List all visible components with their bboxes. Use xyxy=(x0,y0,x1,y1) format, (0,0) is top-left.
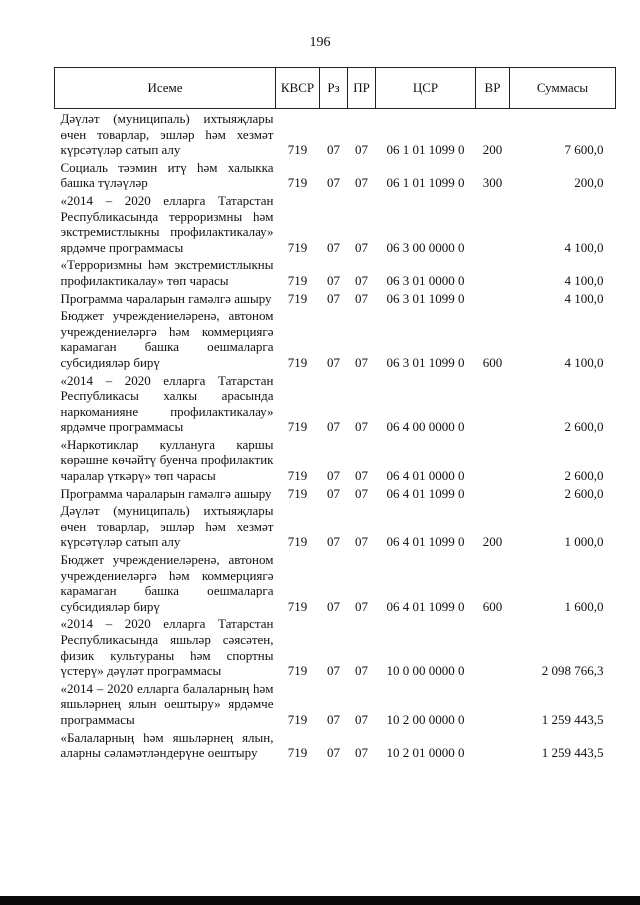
row-name: Дәүләт (муниципаль) ихтыяҗлары өчен товарлар, эшләр һәм хезмәт күрсәтүләр сатып алу xyxy=(60,111,274,158)
row-pr: 07 xyxy=(355,290,368,306)
table-row xyxy=(55,501,616,550)
row-pr: 07 xyxy=(355,485,368,501)
bottom-scan-edge xyxy=(0,896,640,905)
table-row xyxy=(55,306,616,370)
table-row xyxy=(55,484,616,502)
row-csr: 06 4 01 1099 0 xyxy=(386,598,465,614)
table-row xyxy=(55,550,616,614)
page-number: 196 xyxy=(309,35,331,50)
row-sum: 200,0 xyxy=(574,175,604,191)
row-sum: 4 100,0 xyxy=(564,272,604,288)
table-row xyxy=(55,191,616,255)
row-kvsr: 719 xyxy=(287,745,308,761)
header-vr: ВР xyxy=(476,68,510,109)
row-vr: 600 xyxy=(482,598,503,614)
row-vr xyxy=(476,679,510,728)
row-pr: 07 xyxy=(355,745,368,761)
row-name: «2014 – 2020 елларга балаларның һәм яшьләрнең ялын оештыру» ярдәмче программасы xyxy=(60,680,274,727)
row-pr: 07 xyxy=(355,598,368,614)
row-vr xyxy=(476,371,510,435)
row-rz: 07 xyxy=(327,711,340,727)
row-rz: 07 xyxy=(327,468,340,484)
header-csr: ЦСР xyxy=(376,68,476,109)
row-name: Программа чараларын гамәлгә ашыру xyxy=(60,290,272,306)
row-vr xyxy=(476,484,510,502)
row-name: «2014 – 2020 елларга Татарстан Республикасы халкы арасында наркоманияне профилактикалау» ярдәмче программасы xyxy=(60,372,274,435)
table-row xyxy=(55,614,616,678)
row-vr xyxy=(476,289,510,307)
row-sum: 2 098 766,3 xyxy=(541,663,604,679)
row-vr xyxy=(476,728,510,761)
row-name: Бюджет учреждениеләренә, автоном учреждениеләргә һәм коммерциягә карамаган башка оешмаларга субсидияләр бирү xyxy=(60,552,274,614)
row-pr: 07 xyxy=(355,239,368,255)
row-name: «2014 – 2020 елларга Татарстан Республикасында терроризмны һәм экстремистлыкны профилактикалау» ярдәмче программасы xyxy=(60,192,274,255)
row-vr xyxy=(476,435,510,484)
row-vr xyxy=(476,255,510,288)
row-kvsr: 719 xyxy=(287,468,308,484)
row-name: Бюджет учреждениеләренә, автоном учреждениеләргә һәм коммерциягә карамаган башка оешмаларга субсидияләр бирү xyxy=(60,308,274,370)
row-kvsr: 719 xyxy=(287,272,308,288)
row-rz: 07 xyxy=(327,142,340,158)
row-pr: 07 xyxy=(355,175,368,191)
row-sum: 2 600,0 xyxy=(564,485,604,501)
row-kvsr: 719 xyxy=(287,663,308,679)
row-pr: 07 xyxy=(355,354,368,370)
row-rz: 07 xyxy=(327,485,340,501)
row-csr: 10 2 00 0000 0 xyxy=(386,711,465,727)
row-name: «2014 – 2020 елларга Татарстан Республикасында яшьләр сәясәтен, физик культураны һәм спортны үстерү» дәүләт программасы xyxy=(60,616,274,679)
row-csr: 06 3 00 0000 0 xyxy=(386,239,465,255)
budget-table xyxy=(54,67,616,761)
row-csr: 06 3 01 0000 0 xyxy=(386,272,465,288)
row-rz: 07 xyxy=(327,239,340,255)
row-rz: 07 xyxy=(327,534,340,550)
row-kvsr: 719 xyxy=(287,485,308,501)
row-rz: 07 xyxy=(327,290,340,306)
row-sum: 1 000,0 xyxy=(564,534,604,550)
row-pr: 07 xyxy=(355,468,368,484)
row-csr: 06 1 01 1099 0 xyxy=(386,142,465,158)
row-sum: 4 100,0 xyxy=(564,239,604,255)
row-csr: 10 0 00 0000 0 xyxy=(386,663,465,679)
table-row xyxy=(55,255,616,288)
row-csr: 06 3 01 1099 0 xyxy=(386,290,465,306)
row-csr: 06 4 01 1099 0 xyxy=(386,534,465,550)
row-sum: 1 259 443,5 xyxy=(541,745,604,761)
header-name: Исеме xyxy=(55,68,276,109)
row-name: Программа чараларын гамәлгә ашыру xyxy=(60,485,272,501)
row-vr xyxy=(476,614,510,678)
table-row xyxy=(55,728,616,761)
row-kvsr: 719 xyxy=(287,534,308,550)
header-pr: ПР xyxy=(348,68,376,109)
row-kvsr: 719 xyxy=(287,142,308,158)
table-row xyxy=(55,371,616,435)
row-sum: 4 100,0 xyxy=(564,290,604,306)
row-csr: 06 4 00 0000 0 xyxy=(386,419,465,435)
row-kvsr: 719 xyxy=(287,290,308,306)
row-rz: 07 xyxy=(327,745,340,761)
header-kvsr: КВСР xyxy=(276,68,320,109)
row-csr: 10 2 01 0000 0 xyxy=(386,745,465,761)
row-sum: 2 600,0 xyxy=(564,419,604,435)
row-rz: 07 xyxy=(327,663,340,679)
row-name: Дәүләт (муниципаль) ихтыяҗлары өчен товарлар, эшләр һәм хезмәт күрсәтүләр сатып алу xyxy=(60,503,274,550)
row-vr xyxy=(476,191,510,255)
row-sum: 1 259 443,5 xyxy=(541,711,604,727)
row-name: Социаль тәэмин итү һәм халыкка башка түләүләр xyxy=(60,159,274,191)
table-row xyxy=(55,435,616,484)
row-csr: 06 1 01 1099 0 xyxy=(386,175,465,191)
row-kvsr: 719 xyxy=(287,175,308,191)
table-row xyxy=(55,158,616,191)
row-name: «Балаларның һәм яшьләрнең ялын, аларны сәламәтләндерүне оештыру xyxy=(60,729,274,761)
table-row xyxy=(55,679,616,728)
row-pr: 07 xyxy=(355,272,368,288)
row-pr: 07 xyxy=(355,534,368,550)
table-row xyxy=(55,289,616,307)
row-sum: 7 600,0 xyxy=(564,142,604,158)
table-header-row xyxy=(55,68,616,109)
row-vr: 300 xyxy=(482,175,503,191)
row-csr: 06 3 01 1099 0 xyxy=(386,354,465,370)
row-sum: 4 100,0 xyxy=(564,354,604,370)
row-kvsr: 719 xyxy=(287,598,308,614)
row-vr: 200 xyxy=(482,534,503,550)
row-rz: 07 xyxy=(327,598,340,614)
row-vr: 200 xyxy=(482,142,503,158)
table-row xyxy=(55,109,616,158)
header-sum: Суммасы xyxy=(510,68,616,109)
row-pr: 07 xyxy=(355,142,368,158)
row-kvsr: 719 xyxy=(287,419,308,435)
row-pr: 07 xyxy=(355,663,368,679)
row-pr: 07 xyxy=(355,419,368,435)
row-kvsr: 719 xyxy=(287,354,308,370)
row-rz: 07 xyxy=(327,175,340,191)
row-csr: 06 4 01 1099 0 xyxy=(386,485,465,501)
row-kvsr: 719 xyxy=(287,239,308,255)
row-sum: 2 600,0 xyxy=(564,468,604,484)
row-rz: 07 xyxy=(327,354,340,370)
row-rz: 07 xyxy=(327,419,340,435)
row-csr: 06 4 01 0000 0 xyxy=(386,468,465,484)
row-name: «Наркотиклар куллануга каршы көрәшне көчәйтү буенча профилактик чаралар үткәрү» төп чарасы xyxy=(60,436,274,484)
row-sum: 1 600,0 xyxy=(564,598,604,614)
row-vr: 600 xyxy=(482,354,503,370)
row-kvsr: 719 xyxy=(287,711,308,727)
row-rz: 07 xyxy=(327,272,340,288)
header-rz: Рз xyxy=(320,68,348,109)
row-name: «Терроризмны һәм экстремистлыкны профилактикалау» төп чарасы xyxy=(60,257,274,288)
row-pr: 07 xyxy=(355,711,368,727)
